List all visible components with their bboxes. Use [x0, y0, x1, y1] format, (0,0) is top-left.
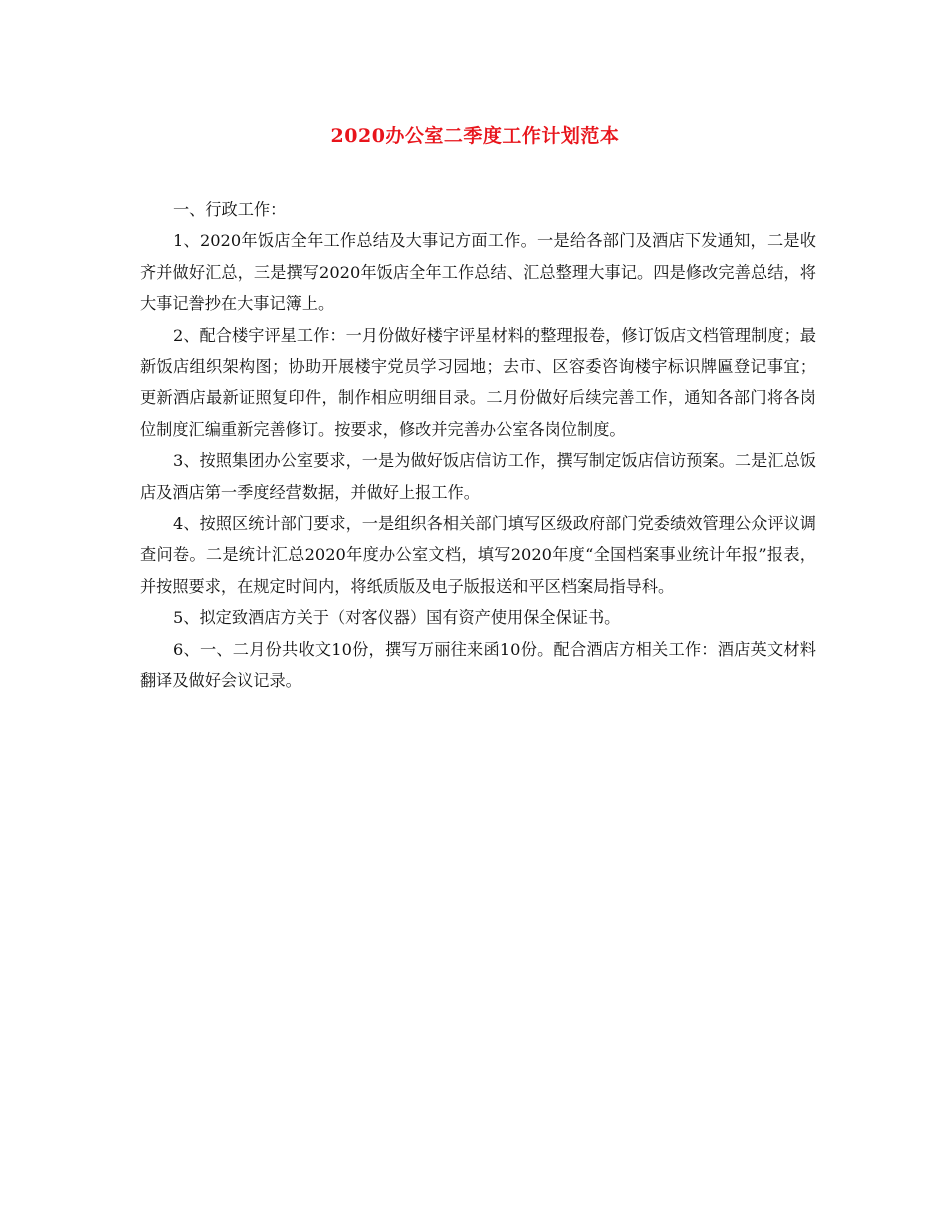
- paragraph-item-6: 6、一、二月份共收文10份，撰写万丽往来函10份。配合酒店方相关工作：酒店英文材料翻译及做好会议记录。: [140, 639, 816, 691]
- paragraph-item-1: 1、2020年饭店全年工作总结及大事记方面工作。一是给各部门及酒店下发通知，二是收齐并做好汇总，三是撰写2020年饭店全年工作总结、汇总整理大事记。四是修改完善总结，将大事记誊抄在大事记簿上。: [140, 231, 816, 314]
- paragraph-item-2: 2、配合楼宇评星工作：一月份做好楼宇评星材料的整理报卷，修订饭店文档管理制度；最新饭店组织架构图；协助开展楼宇党员学习园地；去市、区容委咨询楼宇标识牌匾登记事宜；更新酒店最新证照复印件，制作相应明细目录。二月份做好后续完善工作，通知各部门将各岗位制度汇编重新完善修订。按要求，修改并完善办公室各岗位制度。: [140, 325, 816, 439]
- paragraph-section-heading: 一、行政工作：: [173, 200, 287, 219]
- document-body: [140, 194, 816, 697]
- paragraph-item-4: 4、按照区统计部门要求，一是组织各相关部门填写区级政府部门党委绩效管理公众评议调查问卷。二是统计汇总2020年度办公室文档，填写2020年度“全国档案事业统计年报”报表，并按照要求，在规定时间内，将纸质版及电子版报送和平区档案局指导科。: [140, 514, 816, 596]
- paragraph-item-3: 3、按照集团办公室要求，一是为做好饭店信访工作，撰写制定饭店信访预案。二是汇总饭店及酒店第一季度经营数据，并做好上报工作。: [140, 451, 816, 502]
- paragraph-item-5: 5、拟定致酒店方关于（对客仪器）国有资产使用保全保证书。: [173, 608, 621, 628]
- document-title: 2020办公室二季度工作计划范本: [330, 125, 620, 147]
